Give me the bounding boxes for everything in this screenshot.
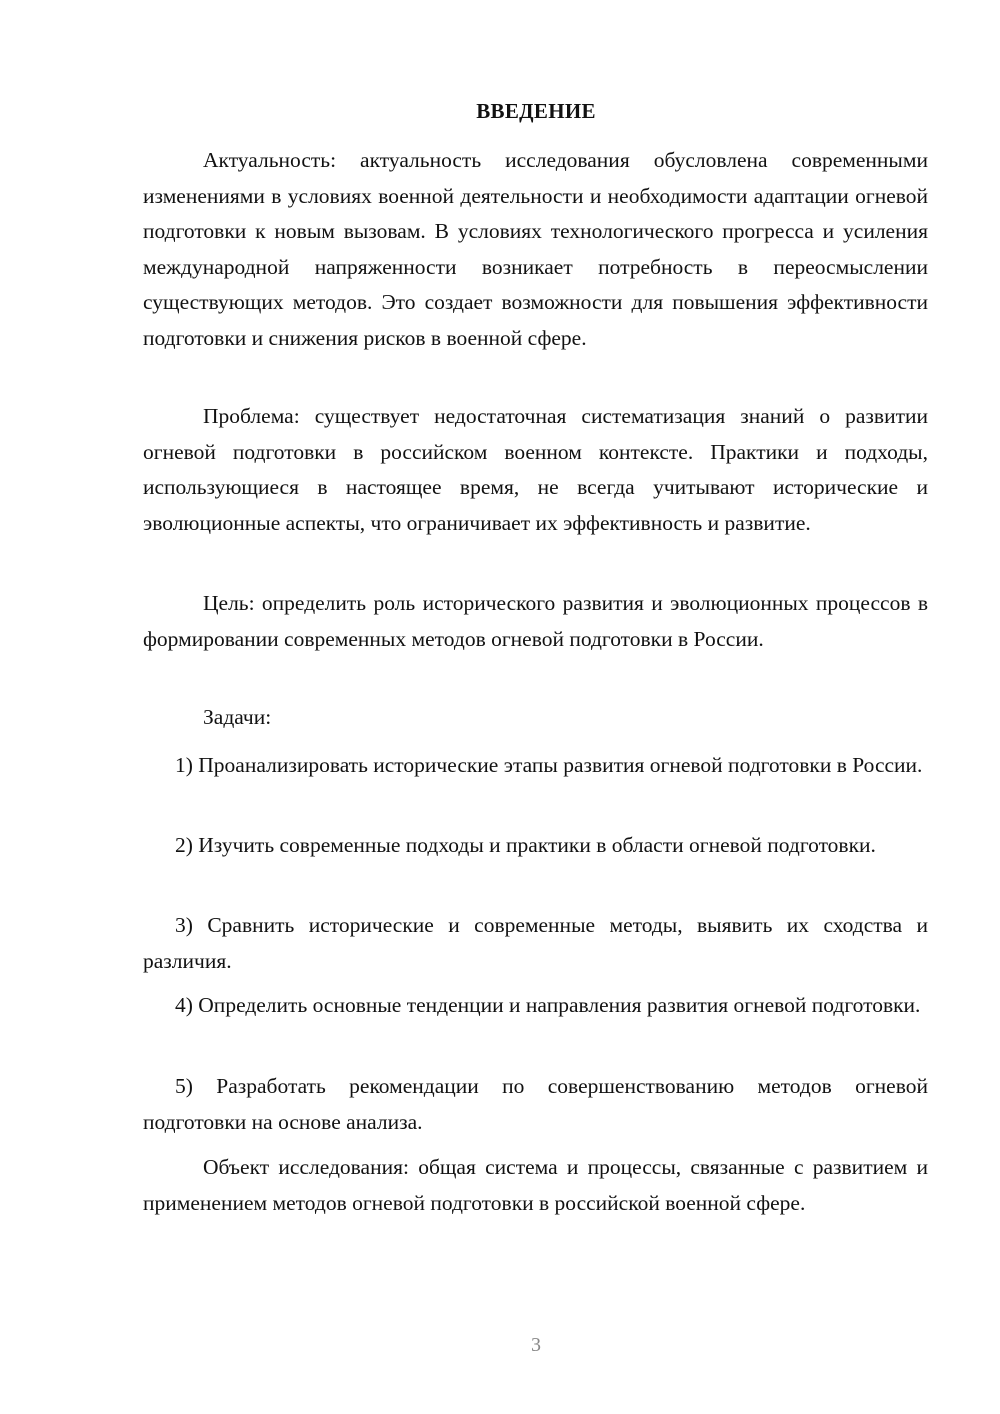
paragraph-goal: Цель: определить роль исторического развития и эволюционных процессов в формировании современных методов огневой подготовки в России. — [143, 591, 928, 651]
paragraph-problem: Проблема: существует недостаточная систематизация знаний о развитии огневой подготовки в российском военном контексте. Практики и подходы, использующиеся в настоящее время, не всегда учитывают исторические и эволюционные аспекты, что ограничивает их эффективность и развитие. — [143, 404, 928, 535]
paragraph-relevance: Актуальность: актуальность исследования обусловлена современными изменениями в условиях военной деятельности и необходимости адаптации огневой подготовки к новым вызовам. В условиях технологического прогресса и усиления международной напряженности возникает потребность в переосмыслении существующих методов. Это создает возможности для повышения эффективности подготовки и снижения рисков в военной сфере. — [143, 148, 928, 350]
task-item-1: 1) Проанализировать исторические этапы развития огневой подготовки в России. — [175, 753, 923, 777]
task-item-2: 2) Изучить современные подходы и практики в области огневой подготовки. — [175, 833, 876, 857]
task-item-4: 4) Определить основные тенденции и направления развития огневой подготовки. — [175, 993, 921, 1017]
page-title: ВВЕДЕНИЕ — [476, 99, 596, 123]
task-item-5: 5) Разработать рекомендации по совершенствованию методов огневой подготовки на основе анализа. — [143, 1074, 928, 1134]
paragraph-object: Объект исследования: общая система и процессы, связанные с развитием и применением методов огневой подготовки в российской военной сфере. — [143, 1155, 928, 1215]
task-item-3: 3) Сравнить исторические и современные методы, выявить их сходства и различия. — [143, 913, 928, 973]
tasks-heading: Задачи: — [203, 705, 272, 729]
page-number: 3 — [531, 1334, 541, 1356]
